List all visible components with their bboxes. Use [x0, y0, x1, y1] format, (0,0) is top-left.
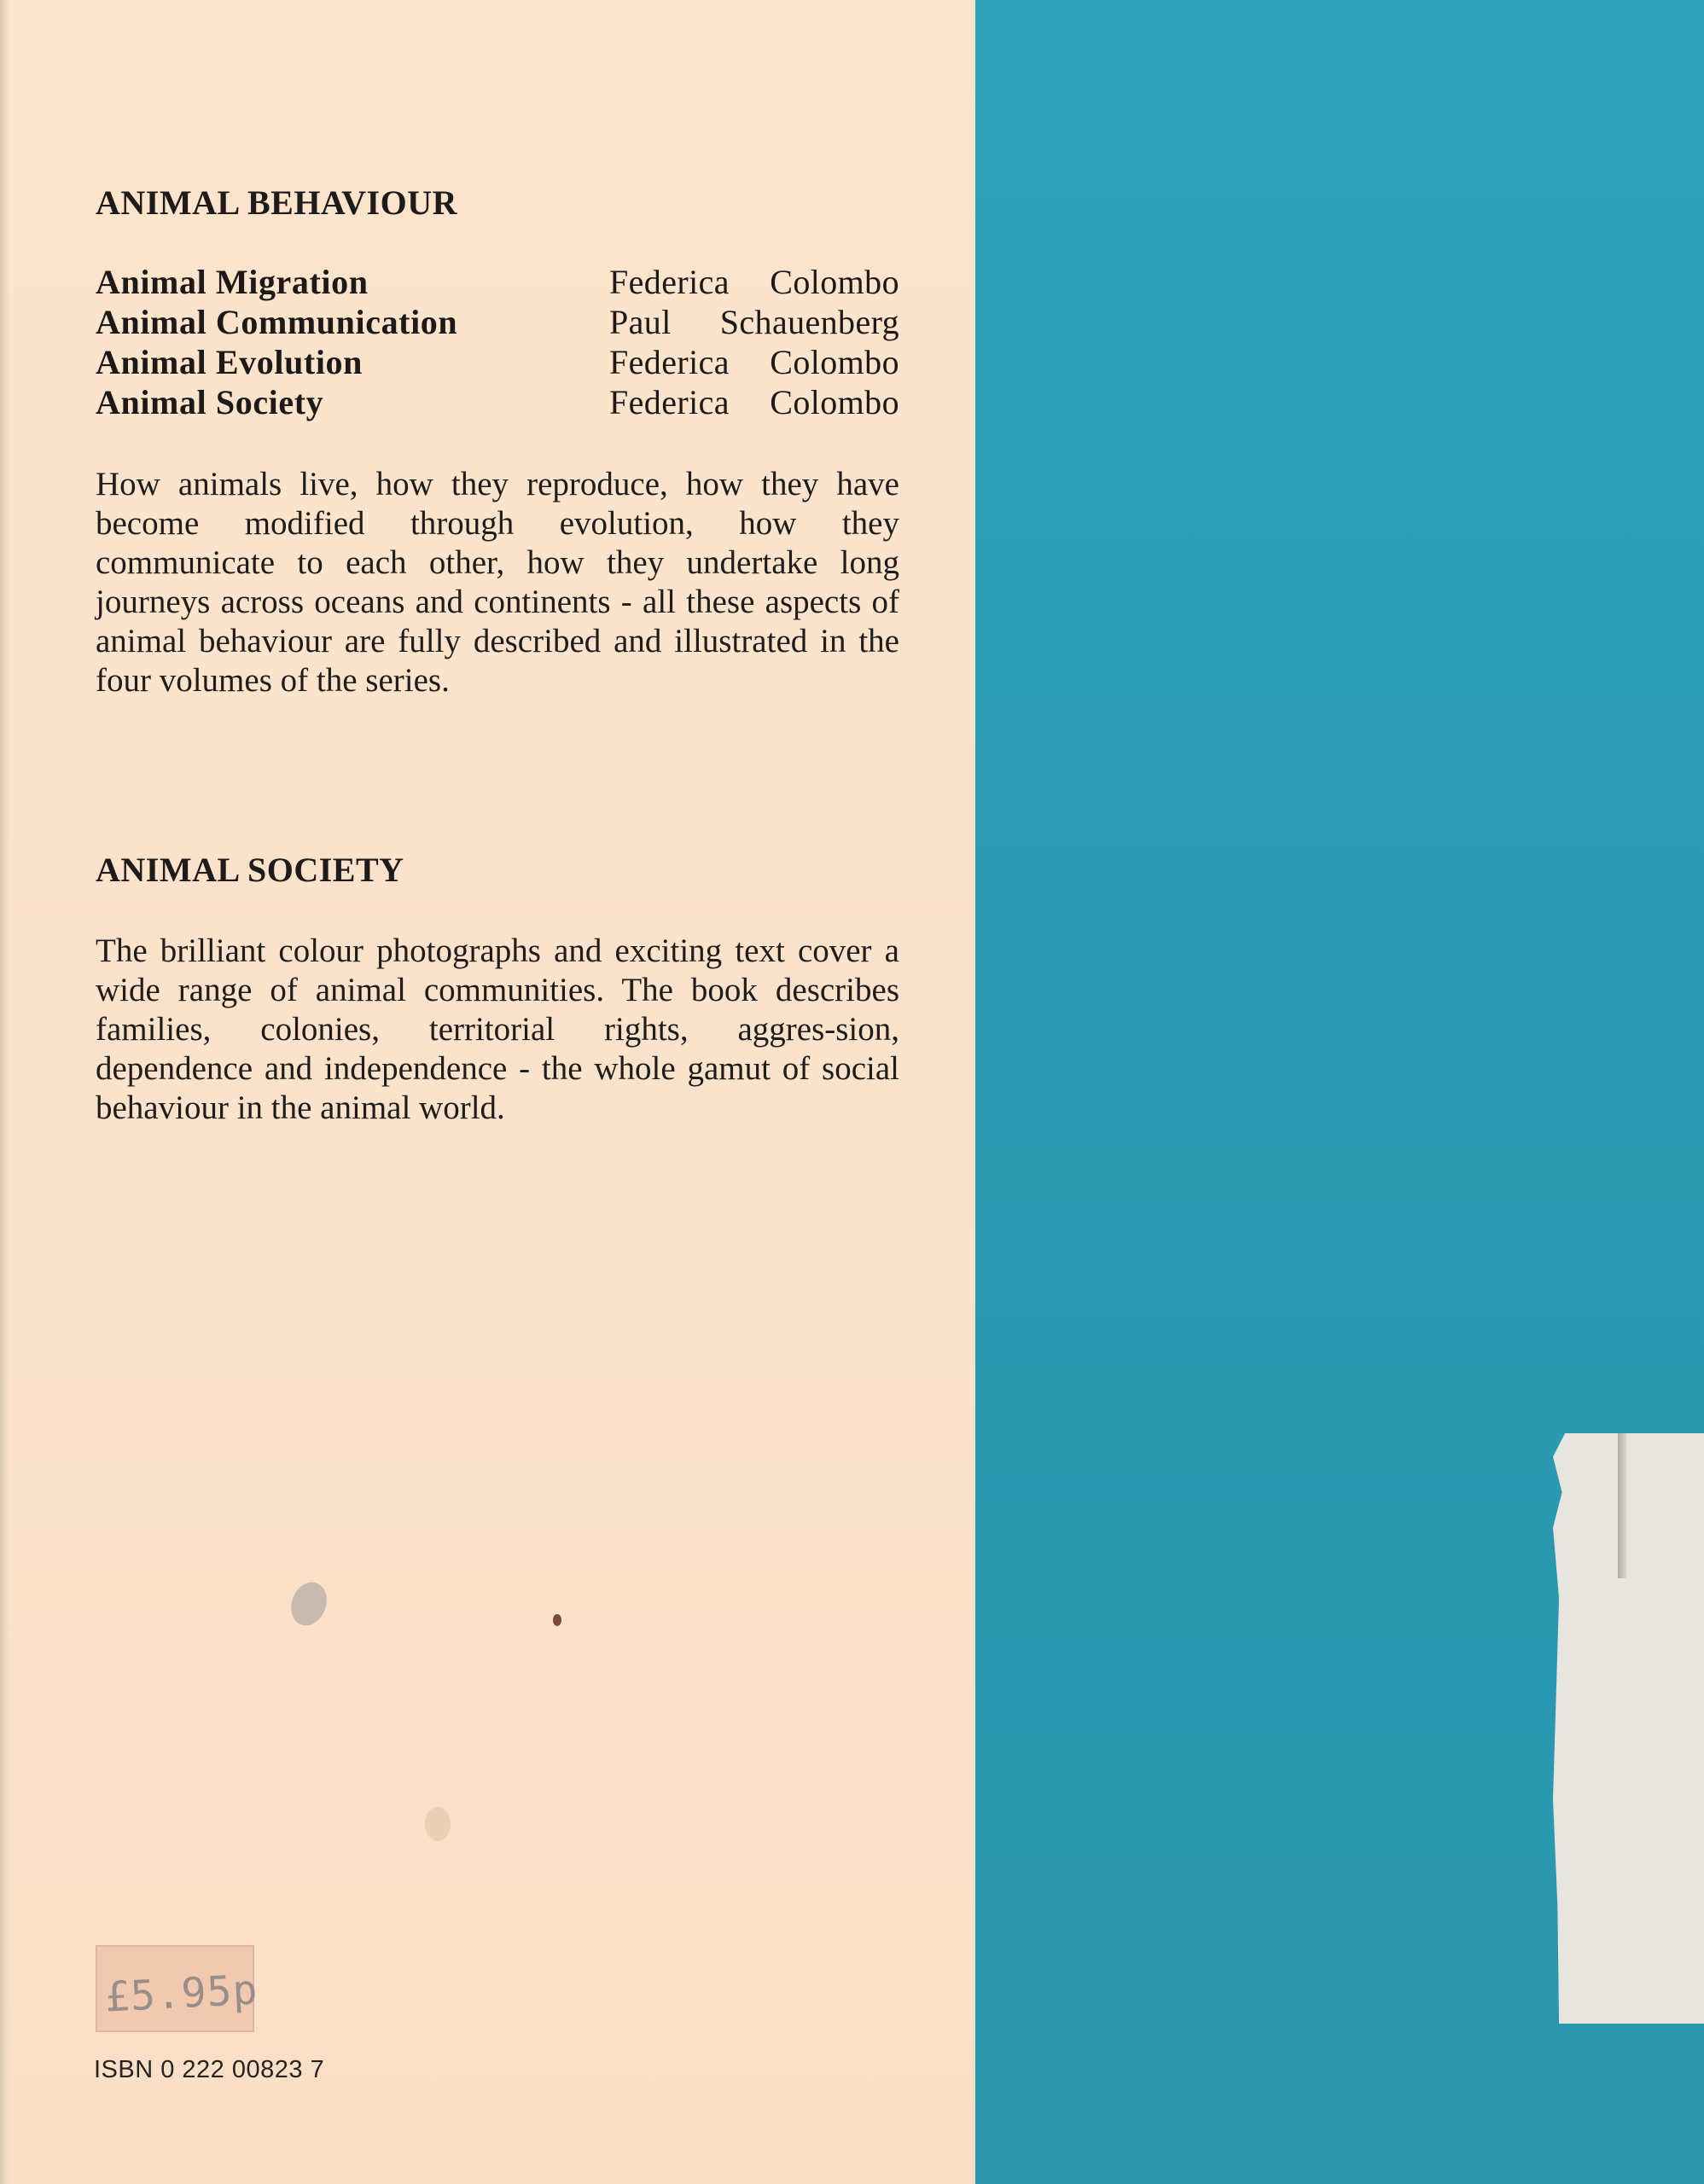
- book-author: Paul Schauenberg: [609, 303, 899, 341]
- price-sticker: [96, 1945, 259, 2032]
- book-description: The brilliant colour photographs and exciting text cover a wide range of animal communities. The book describes families, colonies, territorial rights, aggres-sion, dependence and independence - the whole gamut of social behaviour in the animal world.: [96, 932, 899, 1126]
- book-title: Animal Society: [96, 383, 324, 421]
- book-heading: ANIMAL SOCIETY: [96, 851, 404, 889]
- paper-stain: [553, 1614, 561, 1626]
- spine-edge: [0, 0, 10, 2184]
- torn-sticker-edge: [1618, 1433, 1626, 1578]
- book-author: Federica Colombo: [609, 343, 899, 381]
- paper-stain: [425, 1807, 451, 1841]
- book-author: Federica Colombo: [609, 263, 899, 301]
- torn-sticker-remnant: [1553, 1433, 1704, 2024]
- price-label: £5.95p: [103, 1966, 259, 2022]
- series-title-row: [96, 382, 899, 422]
- book-title: Animal Communication: [96, 303, 458, 341]
- book-author: Federica Colombo: [609, 383, 899, 421]
- series-title-row: [96, 342, 899, 382]
- series-titles-list: [96, 262, 899, 422]
- book-title: Animal Evolution: [96, 343, 363, 381]
- series-description: How animals live, how they reproduce, how they have become modified through evolution, how they communicate to each other, how they undertake long journeys across oceans and continents - all these aspects of animal behaviour are fully described and illustrated in the four volumes of the series.: [96, 466, 899, 699]
- series-title-row: [96, 262, 899, 302]
- series-title-row: [96, 302, 899, 342]
- book-title: Animal Migration: [96, 263, 369, 301]
- isbn-label: ISBN 0 222 00823 7: [94, 2056, 325, 2083]
- series-heading: ANIMAL BEHAVIOUR: [96, 183, 457, 222]
